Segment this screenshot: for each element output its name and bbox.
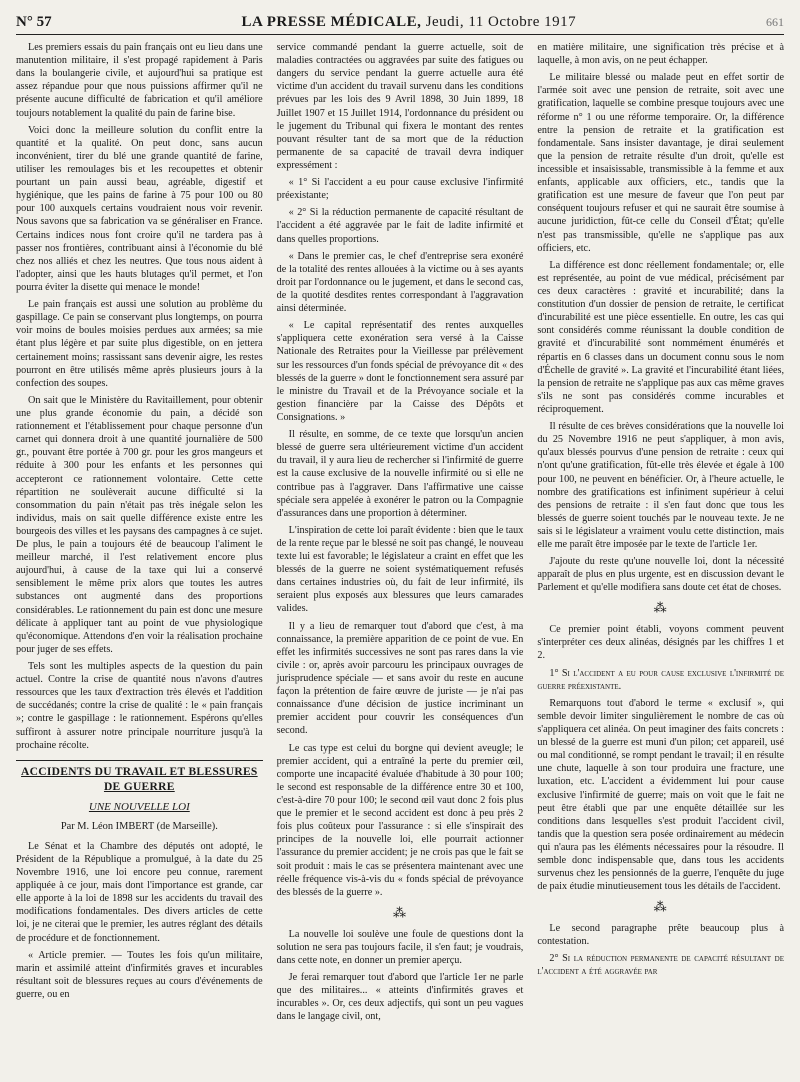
paragraph: « 2° Si la réduction permanente de capacité résultant de l'accident a été aggravée par le fait de ladite infirmité et dans quelles proportions. xyxy=(276,207,524,245)
paragraph: Le second paragraphe prête beaucoup plus à contestation. xyxy=(537,923,785,948)
paragraph: Il y a lieu de remarquer tout d'abord que c'est, à ma connaissance, la première apparition de ce point de vue. En effet les infirmités successives ne sont pas rares dans la vie civile : or, après avoir parcouru les principaux ouvrages de jurisprudence spéciale — et sans avoir du reste en aucune façon la prétention de faire œuvre de juriste — je n'ai pas connaissance d'une décision de justice incriminant un premier accident pour couvrir les conséquences d'un second. xyxy=(276,620,524,737)
issue-number: N° 57 xyxy=(16,14,52,30)
column-middle xyxy=(277,41,524,1027)
paragraph: Les premiers essais du pain français ont eu lieu dans une manutention militaire, il s'est propagé rapidement à Paris dans la boulangerie civile, et aujourd'hui sa pratique est assez répandue pour que nous puissions affirmer qu'il ne présente aucune difficulté de fabrication et qu'il améliore toujours notablement la qualité du pain de farine bise. xyxy=(16,42,263,119)
paragraph: Il résulte de ces brèves considérations que la nouvelle loi du 25 Novembre 1916 ne peut s'appliquer, à mon avis, qu'aux blessés pourvus d'une pension de retraite : ceux qui n'ont qu'une gratification, fût-elle très élevée et égale à 100 pour 100, ne peuvent en bénéficier. Or, à l'heure actuelle, le nombre des gratifications est infiniment supérieur à celui des pensions de retraite : il s'en faut donc que tous les blessés de guerre soient touchés par le nouveau texte. Je ne sais si le législateur a vraiment voulu cette distinction, mais elle me paraît être imposée par le texte de l'article 1er. xyxy=(537,421,785,551)
page-header xyxy=(16,14,784,35)
subsection-heading: 1° Si l'accident a eu pour cause exclusive l'infirmité de guerre préexistante. xyxy=(537,667,785,692)
paragraph: en matière militaire, une signification très précise et à laquelle, à mon avis, on ne peut échapper. xyxy=(537,42,785,67)
paragraph: L'inspiration de cette loi paraît évidente : bien que le taux de la rente reçue par le blessé ne soit pas changé, le nouveau texte lui est favorable; le législateur a craint en effet que les blessés de la guerre ne soient systématiquement refusés dans certaines industries où, du fait de leur infirmité, ils seraient plus exposés aux blessures que leurs camarades valides. xyxy=(276,524,524,615)
paragraph: Le Sénat et la Chambre des députés ont adopté, le Président de la République a promulgué, à la date du 25 Novembre 1916, une loi encore peu connue, rarement appliquée à ce jour, mais dont l'importance est grande, car elle apporte à la loi de 1898 sur les accidents du travail des modifications fondamentales. Des divers articles de cette loi, je ne citerai que le premier, les autres réglant des détails de procédure et de fonctionnement. xyxy=(16,840,263,944)
paragraph: Le militaire blessé ou malade peut en effet sortir de l'armée soit avec une pension de retraite, soit avec une gratification, laquelle se combine presque toujours avec une réforme n° 1 ou une réforme temporaire. Or, la différence entre la pension de retraite et la gratification est fondamentale. Sans insister davantage, je dirai seulement que la pension de retraite résulte d'un droit, qu'elle est incessible et insaisissable, transmissible à la femme et aux enfants, applicable aux officiers, etc., tandis que la gratification est une mesure de faveur que l'on peut par conséquent toujours refuser et qui ne saurait être soumise à aucune juridiction, fût-ce celle du Conseil d'État; qu'elle n'est pas transmissible, qu'elle ne s'applique pas aux officiers, etc. xyxy=(537,72,785,254)
issue-date: Jeudi, 11 Octobre 1917 xyxy=(425,14,577,30)
paragraph: « Le capital représentatif des rentes auxquelles s'appliquera cette exonération sera versé à la Caisse Nationale des Retraites pour la Vieillesse par prélèvement sur les ressources d'un fonds spécial de prévoyance dit « des blessés de la guerre » dont le fonctionnement sera assuré par le ministre du Travail et de la Prévoyance sociale et la gestion financière par la Caisse des Dépôts et Consignations. » xyxy=(276,320,524,423)
article-title: ACCIDENTS DU TRAVAIL ET BLESSURES DE GUERRE xyxy=(21,765,258,793)
paragraph: On sait que le Ministère du Ravitaillement, pour obtenir une plus grande économie du pain, a décidé son rationnement et l'établissement pour chaque personne d'un carnet qui donnera droit à une quantité journalière de 500 gr., pouvant être portée à 700 gr. pour les gros mangeurs et réduite à 300 pour les enfants et les personnes qui accepteront ce rationnement volontaire. Cette cette répartition ne soulèverait aucune difficulté si la consommation du pain n'était pas très inégale selon les individus, mais on sait quelle différence existe entre les bourgeois des villes et les paysans des campagnes à ce sujet. De plus, le pain a toujours été de beaucoup l'aliment le meilleur marché, il l'est relativement encore plus aujourd'hui, à cause de la taxe qui lui a conservé sensiblement le même prix alors que toutes les autres substances ont augmenté dans des proportions considérables. Le rationnement du pain est donc une mesure délicate à appliquer tant au point de vue physiologique qu'économique. Attendons d'en voir la réalisation prochaine pour juger de ses effets. xyxy=(16,394,263,655)
paragraph: La nouvelle loi soulève une foule de questions dont la solution ne sera pas toujours facile, il s'en faut; je voudrais, dans cette note, en donner un premier aperçu. xyxy=(276,928,524,966)
paragraph: Voici donc la meilleure solution du conflit entre la quantité et la qualité. On peut donc, sans aucun inconvénient, tirer du blé une grande quantité de farine, utiliser les remoulages bis et les recoupettes et obtenir pourtant un pain aussi beau, agréable, digestif et hygiénique, que les pains de farine à 75 pour 100 ou 80 pour 100 auxquels certains voudraient nous voir revenir. Nous savons que sa fabrication va se généraliser en France. Certains indices nous font croire qu'il ne tardera pas à passer nos frontières, contribuant ainsi à l'économie du blé chez nos alliés et chez les neutres. Que tous nous aident à l'adopter, ainsi que les hauts blutages qu'il permet, et l'on pourra éviter la disette qui menace le monde! xyxy=(16,124,263,293)
subsection-heading: 2° Si la réduction permanente de capacité résultant de l'accident a été aggravée par xyxy=(537,953,785,978)
section-separator: ⁂ xyxy=(653,899,668,915)
journal-name: LA PRESSE MÉDICALE, xyxy=(241,14,422,30)
page-number: 661 xyxy=(765,15,784,29)
article-author: Par M. Léon IMBERT (de Marseille). xyxy=(60,821,218,833)
paragraph: service commandé pendant la guerre actuelle, soit de maladies contractées ou aggravées par suite des fatigues ou dangers du service pendant la guerre actuelle aura été victime d'un accident du travail survenu dans les conditions prévues par les lois des 9 Avril 1898, 30 Juin 1899, 18 Juillet 1907 et 15 Juillet 1914, l'ordonnance du président ou le jugement du Tribunal qui fixera le montant des rentes pouvant résulter tant de sa mort que de la réduction permanente de sa capacité de travail devra indiquer expressément : xyxy=(276,42,524,171)
paragraph: J'ajoute du reste qu'une nouvelle loi, dont la nécessité apparaît de plus en plus urgente, est en discussion devant le Parlement et qu'elle modifiera sans doute cet état de choses. xyxy=(537,556,785,594)
paragraph: « 1° Si l'accident a eu pour cause exclusive l'infirmité préexistante; xyxy=(276,177,524,202)
section-separator: ⁂ xyxy=(653,600,668,616)
paragraph: Remarquons tout d'abord le terme « exclusif », qui semble devoir limiter singulièrement le nombre de cas où s'appliquera cet alinéa. On peut imaginer des faits concrets : un blessé de la guerre est muni d'un pilon; cet appareil, usé ou mal conditionné, se rompt pendant le travail; il en résulte une chute, laquelle à son tour produira une fracture, une luxation, etc. L'accident a évidemment lui pour cause exclusive l'infirmité de guerre; mais on voit que le fait ne peut être établi que par une enquête détaillée sur les conditions dans lesquelles s'est produit l'accident civil, tandis que la question sera posée ordinairement au médecin qui n'aura pas les éléments nécessaires pour la résoudre. Il semble donc indispensable que, dans tous les accidents survenus chez les pensionnés de la guerre, l'enquête du juge de paix étudie minutieusement tous les détails de l'accident. xyxy=(537,697,785,893)
column-left xyxy=(16,41,263,1027)
paragraph: La différence est donc réellement fondamentale; or, elle est représentée, au point de vue médical, précisément par ces deux caractères : gravité et incurabilité; dans la constitution d'un dossier de pension de retraite, le certificat d'incurabilité est une pièce essentielle. En outre, les cas qui sont considérés comme réunissant la double condition de gravité et d'incurabilité sont nommément énumérés et répartis en 6 classes dans un document connu sous le nom d'Échelle de gravité ». La gravité et l'incurabilité étant liées, la pension de retraite ne s'applique pas aux cas même graves s'ils ne sont pas considérés comme incurables et réciproquement. xyxy=(537,259,785,415)
paragraph: Je ferai remarquer tout d'abord que l'article 1er ne parle que des militaires... « atteints d'infirmités graves et incurables ». Or, ces deux adjectifs, qui sont un peu vagues dans le langage civil, ont, xyxy=(276,971,524,1023)
paragraph: Le cas type est celui du borgne qui devient aveugle; le premier accident, qui a entraîné la perte du premier œil, comporte une incapacité évaluée d'habitude à 30 pour 100; le second est responsable de la différence entre 30 et 100, c'est-à-dire 70 pour 100; le second œil vaut donc 2 fois plus que le premier et le second accident est donc à peu près 2 fois plus coûteux pour l'assurance : si elle s'inspirait des principes de la nouvelle loi, elle pourrait actionner l'assurance du premier accident; je ne crois pas que le fait se soit produit : mais le cas se présentera maintenant avec une réelle fréquence vis-à-vis du « fonds spécial de prévoyance des blessés de la guerre ». xyxy=(276,742,524,898)
section-separator: ⁂ xyxy=(393,904,407,920)
paragraph: Le pain français est aussi une solution au problème du gaspillage. Ce pain se conservant plus longtemps, on pourra voir moins de boules moisies perdues aux armées; sa mie étant plus légère et par suite plus digestible, on en jettera certainement moins; rassissant sans devenir aigre, les restes pourront en être utilisés même après plusieurs jours à la confection des soupes. xyxy=(16,299,263,389)
column-right xyxy=(537,41,784,1027)
article-subtitle: UNE NOUVELLE LOI xyxy=(88,801,190,814)
paragraph: Il résulte, en somme, de ce texte que lorsqu'un ancien blessé de guerre sera ultérieurement victime d'un accident du travail, il y aura lieu de rechercher si l'infirmité de guerre est la cause exclusive de la nouvelle infirmité ou si elle ne contribue pas à l'aggraver. Dans l'affirmative une caisse spéciale sera appelée à exonérer le patron ou la Compagnie d'assurances dans une proportion à déterminer. xyxy=(276,429,524,519)
paragraph: « Article premier. — Toutes les fois qu'un militaire, marin et assimilé atteint d'infirmités graves et incurables résultant soit de blessures reçues au cours d'événements de guerre, ou en xyxy=(16,949,263,1001)
divider xyxy=(16,760,263,761)
text-columns xyxy=(16,41,784,1027)
article-heading xyxy=(16,760,263,834)
paragraph: « Dans le premier cas, le chef d'entreprise sera exonéré de la totalité des rentes allouées à la victime ou à ses ayants droit par l'ordonnance ou le jugement, et dans le second cas, de la quotité desdites rentes correspondant à l'aggravation ainsi déterminée. xyxy=(276,250,524,315)
journal-title xyxy=(241,14,576,31)
paragraph: Ce premier point établi, voyons comment peuvent s'interpréter ces deux alinéas, désignés par les chiffres 1 et 2. xyxy=(537,624,785,662)
paragraph: Tels sont les multiples aspects de la question du pain actuel. Contre la crise de quantité nous n'avons d'autres ressources que les taux d'extraction très élevés et l'addition de succédanés; contre la crise de qualité : le « pain français »; contre le gaspillage : le rationnement. Espérons qu'elles suffiront à assurer notre principale nourriture jusqu'à la prochaine récolte. xyxy=(16,661,263,751)
